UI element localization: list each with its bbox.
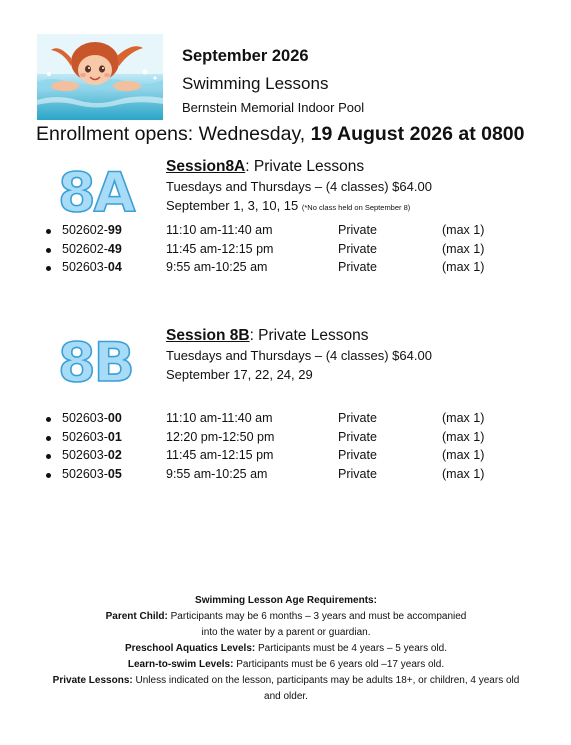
requirement-text: Participants must be 4 years – 5 years old. <box>255 643 447 654</box>
class-code <box>62 242 122 256</box>
enrollment-date: 19 August 2026 at 0800 <box>310 123 525 145</box>
class-type: Private <box>338 223 377 237</box>
class-capacity: (max 1) <box>442 466 485 481</box>
session-8a-name: Session8A <box>166 158 246 175</box>
enrollment-prefix: Enrollment opens: Wednesday, <box>36 123 311 145</box>
requirement-preschool <box>20 641 552 657</box>
class-code-suffix: 02 <box>107 448 122 462</box>
age-requirements <box>20 593 552 705</box>
enrollment-line <box>36 123 525 146</box>
class-code-prefix: 502603- <box>62 448 108 462</box>
session-8a-type: : Private Lessons <box>245 158 365 175</box>
class-code-prefix: 502603- <box>62 411 108 425</box>
page-subtitle: Swimming Lessons <box>182 74 329 93</box>
class-time: 11:45 am-12:15 pm <box>166 241 274 256</box>
list-item <box>46 260 526 279</box>
session-8a-details <box>166 158 432 217</box>
class-capacity: (max 1) <box>442 241 485 256</box>
class-code-suffix: 49 <box>107 241 122 256</box>
class-code <box>62 223 122 237</box>
requirement-text: Participants must be 6 years old –17 years old. <box>233 659 445 670</box>
session-8b-schedule: Tuesdays and Thursdays – (4 classes) $64.00 <box>166 348 432 363</box>
requirement-text: Unless indicated on the lesson, participants may be adults 18+, or children, 4 years old <box>132 675 520 686</box>
class-code-prefix: 502602- <box>62 241 108 256</box>
class-code <box>62 430 122 444</box>
requirement-private-cont: and older. <box>264 691 308 702</box>
requirement-label: Learn-to-swim Levels: <box>127 659 234 670</box>
session-8b-name: Session 8B <box>166 327 250 344</box>
class-capacity: (max 1) <box>442 260 485 274</box>
session-8a-badge: 8A <box>58 161 134 224</box>
class-type: Private <box>338 448 377 462</box>
class-type: Private <box>338 411 377 425</box>
swimming-child-illustration <box>37 34 163 120</box>
session-8a-dates: September 1, 3, 10, 15 <box>166 198 299 213</box>
session-8b-details <box>166 327 432 386</box>
class-type: Private <box>338 429 377 444</box>
session-8b-badge: 8B <box>58 331 133 394</box>
class-code-suffix: 01 <box>107 429 122 444</box>
class-code-prefix: 502603- <box>62 429 108 444</box>
class-capacity: (max 1) <box>442 429 485 444</box>
class-capacity: (max 1) <box>442 411 485 425</box>
session-8a-heading <box>166 158 432 176</box>
class-code-suffix: 04 <box>107 260 122 274</box>
class-code-prefix: 502602- <box>62 223 108 237</box>
class-code <box>62 411 122 425</box>
class-time: 11:10 am-11:40 am <box>166 411 273 425</box>
class-type: Private <box>338 466 377 481</box>
requirement-label: Parent Child: <box>105 611 168 622</box>
class-code-suffix: 00 <box>107 411 122 425</box>
list-item <box>46 448 526 467</box>
session-8b-dates: September 17, 22, 24, 29 <box>166 367 313 382</box>
session-8a-schedule: Tuesdays and Thursdays – (4 classes) $64.00 <box>166 179 432 194</box>
requirements-title <box>20 593 552 609</box>
session-8a-note: (*No class held on September 8) <box>301 203 411 212</box>
session-8b-class-list <box>46 411 526 485</box>
class-code <box>62 448 122 462</box>
requirement-text: Participants may be 6 months – 3 years and must be accompanied <box>167 611 467 622</box>
swimmer-image <box>37 34 163 120</box>
session-8a-dates-line <box>166 198 432 213</box>
class-code-suffix: 99 <box>107 223 122 237</box>
class-code-suffix: 05 <box>107 466 122 481</box>
page-title: September 2026 <box>182 47 309 65</box>
class-time: 12:20 pm-12:50 pm <box>166 429 275 444</box>
class-capacity: (max 1) <box>442 448 485 462</box>
requirement-label: Private Lessons: <box>52 675 133 686</box>
list-item <box>46 411 526 430</box>
class-code-prefix: 502603- <box>62 466 108 481</box>
requirement-label: Preschool Aquatics Levels: <box>125 643 256 654</box>
class-time: 11:10 am-11:40 am <box>166 223 273 237</box>
class-time: 11:45 am-12:15 pm <box>166 448 274 462</box>
class-type: Private <box>338 260 377 274</box>
class-capacity: (max 1) <box>442 223 485 237</box>
list-item <box>46 223 526 242</box>
class-code <box>62 467 122 481</box>
class-code <box>62 260 122 274</box>
requirements-title-text: Swimming Lesson Age Requirements: <box>195 595 377 606</box>
session-8a-class-list <box>46 223 526 279</box>
list-item <box>46 242 526 261</box>
class-code-prefix: 502603- <box>62 260 108 274</box>
venue-name: Bernstein Memorial Indoor Pool <box>182 100 365 115</box>
requirement-private <box>20 673 552 689</box>
requirement-parent-child-cont: into the water by a parent or guardian. <box>201 627 371 638</box>
list-item <box>46 430 526 449</box>
class-type: Private <box>338 241 377 256</box>
requirement-parent-child <box>20 609 552 625</box>
class-time: 9:55 am-10:25 am <box>166 260 268 274</box>
session-8b-heading <box>166 327 432 345</box>
class-time: 9:55 am-10:25 am <box>166 466 268 481</box>
requirement-learn-to-swim <box>20 657 552 673</box>
list-item <box>46 467 526 486</box>
session-8b-type: : Private Lessons <box>249 327 369 344</box>
